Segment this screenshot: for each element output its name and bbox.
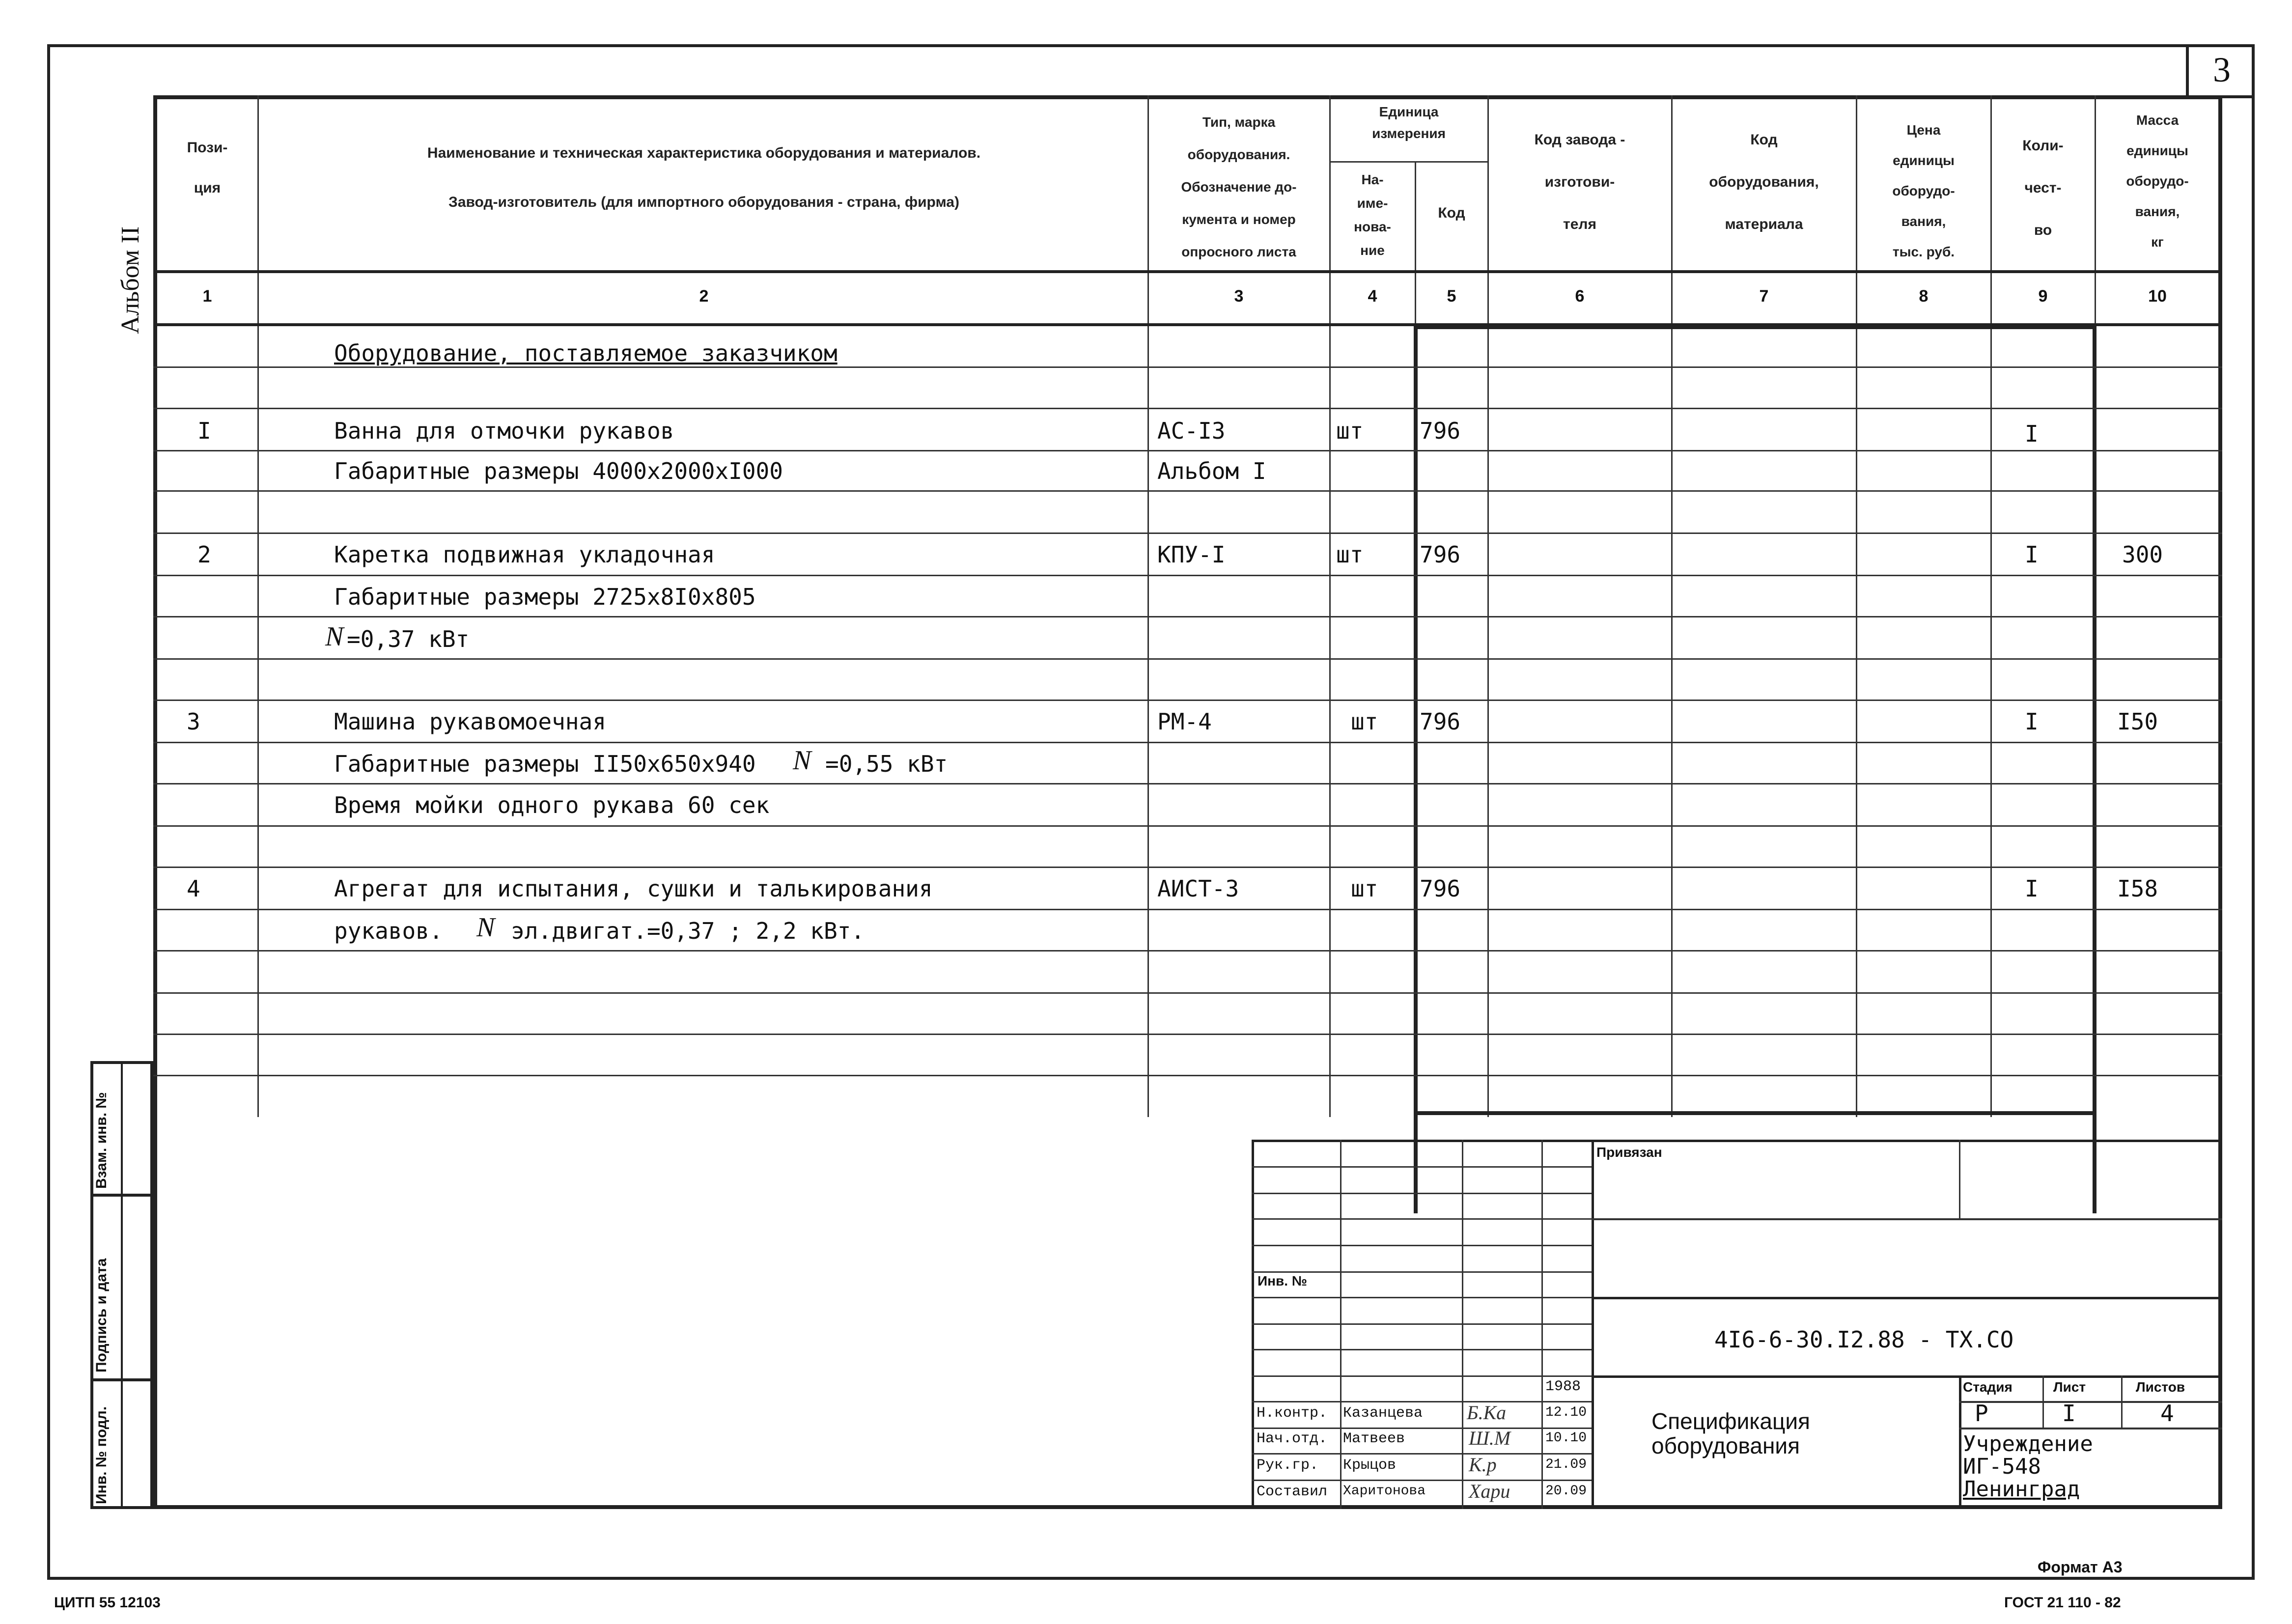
- header-name-line2: Завод-изготовитель (для импортного оборудования - страна, фирма): [448, 194, 959, 210]
- tb-role-4: Составил: [1257, 1484, 1328, 1500]
- header-factory-code: Код завода - изготови- теля: [1534, 132, 1625, 232]
- header-unit-code: Код: [1438, 205, 1465, 221]
- header-price: Цена единицы оборудо- вания, тыс. руб.: [1892, 122, 1955, 259]
- row3-position: 3: [187, 708, 200, 735]
- row3-name: Машина рукавомоечная: [334, 708, 606, 735]
- row2-type: КПУ-I: [1157, 541, 1226, 568]
- header-unit: Единица измерения: [1372, 104, 1446, 141]
- row3c-name: Время мойки одного рукава 60 сек: [334, 792, 770, 818]
- row3b-power-symbol: N: [793, 745, 811, 776]
- tb-role-3: Рук.гр.: [1257, 1457, 1319, 1474]
- tb-stage-label: Стадия: [1963, 1379, 2012, 1395]
- header-position: Пози- ция: [187, 140, 228, 196]
- footer-right: ГОСТ 21 110 - 82: [2004, 1595, 2121, 1611]
- section-title: Оборудование, поставляемое заказчиком: [334, 340, 838, 366]
- tb-role-1: Н.контр.: [1257, 1405, 1328, 1422]
- row1-position: I: [197, 418, 211, 444]
- tb-name-2: Матвеев: [1343, 1430, 1405, 1447]
- tb-signature-3: К.р: [1469, 1454, 1497, 1476]
- row3-quantity: I: [2025, 708, 2039, 735]
- tb-title-line1: Спецификация: [1651, 1408, 1810, 1434]
- header-equipment-code: Код оборудования, материала: [1709, 132, 1819, 232]
- tb-signature-1: Б.Ка: [1467, 1401, 1507, 1424]
- colnum-2: 2: [699, 287, 709, 306]
- stamp-inv-podl: Инв. № подл.: [93, 1406, 110, 1504]
- row2-name: Каретка подвижная укладочная: [334, 541, 715, 568]
- row3b-name: Габаритные размеры II50х650х940: [334, 751, 756, 777]
- tb-org-line3: Ленинград: [1963, 1477, 2080, 1502]
- row2-mass: 300: [2122, 541, 2163, 568]
- row1-unit-code: 796: [1420, 418, 1461, 444]
- tb-org-line1: Учреждение: [1963, 1431, 2093, 1456]
- colnum-10: 10: [2148, 287, 2167, 306]
- row2c-power-symbol: N: [325, 621, 344, 652]
- tb-sheet-label: Лист: [2053, 1379, 2086, 1395]
- row3-unit: шт: [1351, 708, 1378, 735]
- tb-sheet-value: I: [2062, 1400, 2076, 1427]
- row4-position: 4: [187, 875, 200, 902]
- tb-name-3: Крыцов: [1343, 1457, 1397, 1474]
- tb-privyazan: Привязан: [1596, 1145, 1662, 1160]
- row3-unit-code: 796: [1420, 708, 1461, 735]
- row4-type: АИСТ-3: [1157, 875, 1239, 902]
- header-unit-name: На- име- нова- ние: [1354, 172, 1391, 258]
- row4b-power: эл.двигат.=0,37 ; 2,2 кВт.: [511, 918, 865, 944]
- tb-date-4: 20.09: [1545, 1484, 1587, 1499]
- row1-quantity: I: [2025, 420, 2039, 447]
- colnum-1: 1: [202, 287, 212, 306]
- tb-date-3: 21.09: [1545, 1457, 1587, 1472]
- header-name-line1: Наименование и техническая характеристика оборудования и материалов.: [427, 145, 981, 161]
- header-type: Тип, марка оборудования. Обозначение до- кумента и номер опросного листа: [1181, 114, 1297, 259]
- row1-name: Ванна для отмочки рукавов: [334, 418, 674, 444]
- row2-position: 2: [197, 541, 211, 568]
- tb-signature-4: Хари: [1469, 1480, 1510, 1502]
- row4-name: Агрегат для испытания, сушки и талькирования: [334, 875, 933, 902]
- row1-type: АС-I3: [1157, 418, 1226, 444]
- colnum-3: 3: [1234, 287, 1244, 306]
- row4-unit: шт: [1351, 875, 1378, 902]
- tb-stage-value: Р: [1975, 1400, 1988, 1427]
- tb-inv-label: Инв. №: [1258, 1273, 1308, 1288]
- sheet-number: 3: [2186, 44, 2255, 98]
- tb-doc-code: 4I6-6-30.I2.88 - ТХ.СО: [1714, 1326, 2014, 1353]
- tb-sheets-label: Листов: [2136, 1379, 2185, 1395]
- album-label: Альбом II: [116, 226, 144, 334]
- row4-unit-code: 796: [1420, 875, 1461, 902]
- tb-year: 1988: [1545, 1378, 1581, 1395]
- tb-title-line2: оборудования: [1651, 1433, 1800, 1458]
- stamp-podpis-data: Подпись и дата: [93, 1258, 110, 1372]
- colnum-9: 9: [2038, 287, 2048, 306]
- row4b-name: рукавов.: [334, 918, 443, 944]
- row3b-power: =0,55 кВт: [825, 751, 948, 777]
- row3-mass: I50: [2117, 708, 2158, 735]
- tb-signature-2: Ш.М: [1469, 1427, 1511, 1449]
- colnum-7: 7: [1759, 287, 1769, 306]
- header-quantity: Коли- чест- во: [2022, 138, 2064, 238]
- tb-role-2: Нач.отд.: [1257, 1430, 1328, 1447]
- tb-name-1: Казанцева: [1343, 1405, 1423, 1422]
- row4b-power-symbol: N: [476, 912, 495, 943]
- row3-type: РМ-4: [1157, 708, 1212, 735]
- colnum-4: 4: [1368, 287, 1377, 306]
- tb-date-2: 10.10: [1545, 1430, 1587, 1446]
- row2-unit: шт: [1336, 541, 1364, 568]
- header-mass: Масса единицы оборудо- вания, кг: [2126, 112, 2189, 250]
- row2-unit-code: 796: [1420, 541, 1461, 568]
- tb-sheets-value: 4: [2160, 1400, 2174, 1427]
- colnum-6: 6: [1575, 287, 1585, 306]
- tb-date-1: 12.10: [1545, 1405, 1587, 1420]
- footer-left: ЦИТП 55 12103: [54, 1595, 161, 1611]
- row4-quantity: I: [2025, 875, 2039, 902]
- stamp-vzam-inv: Взам. инв. №: [93, 1092, 110, 1189]
- row2b-name: Габаритные размеры 2725х8I0х805: [334, 584, 756, 610]
- colnum-8: 8: [1919, 287, 1929, 306]
- row2-quantity: I: [2025, 541, 2039, 568]
- row1b-name: Габаритные размеры 4000х2000хI000: [334, 458, 783, 484]
- row2c-power: =0,37 кВт: [347, 626, 470, 652]
- tb-org-line2: ИГ-548: [1963, 1454, 2041, 1479]
- colnum-5: 5: [1447, 287, 1456, 306]
- footer-format: Формат А3: [2038, 1558, 2123, 1576]
- row1b-type: Альбом I: [1157, 458, 1266, 484]
- row4-mass: I58: [2117, 875, 2158, 902]
- tb-name-4: Харитонова: [1343, 1484, 1426, 1499]
- row1-unit: шт: [1336, 418, 1364, 444]
